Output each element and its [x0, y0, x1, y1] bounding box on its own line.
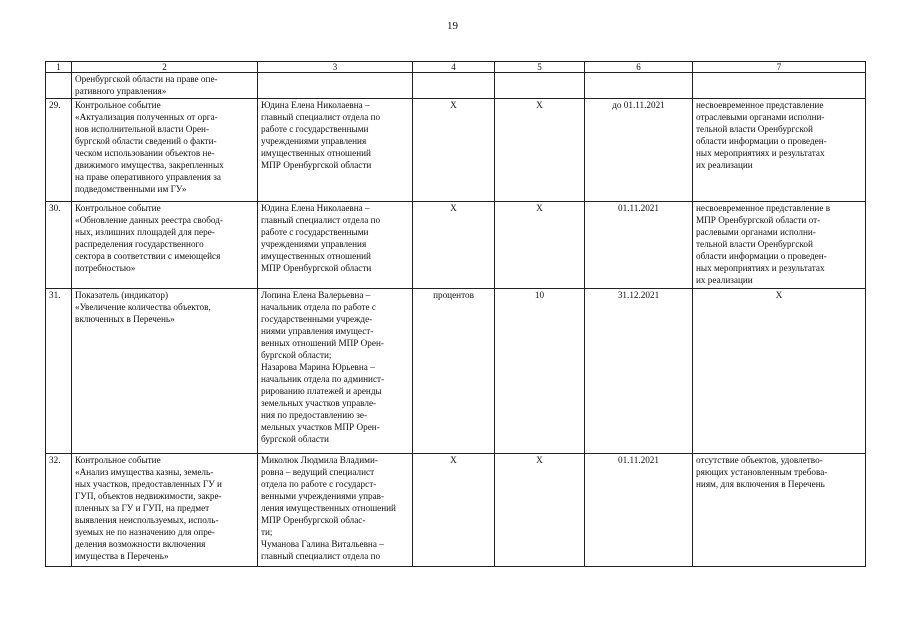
risk-cell: несвоевременное представление в МПР Оренбургской области от- раслевыми органами исполни- тельной власти Оренбургской области информации о проведен- ных мероприятиях и результатах их реализации [693, 202, 866, 289]
date-cell: 01.11.2021 [585, 454, 693, 567]
unit-cell: Х [413, 202, 495, 289]
responsible-cell: Юдина Елена Николаевна – главный специалист отдела по работе с государственными учреждениями управления имущественных отношений МПР Оренбургской области [258, 202, 413, 289]
value-cell: Х [495, 454, 585, 567]
row-number: 32. [46, 454, 72, 567]
column-header: 2 [72, 62, 258, 73]
unit-cell: Х [413, 99, 495, 202]
event-cell: Показатель (индикатор) «Увеличение количества объектов, включенных в Перечень» [72, 289, 258, 454]
responsible-cell: Юдина Елена Николаевна – главный специалист отдела по работе с государственными учреждениями управления имущественных отношений МПР Оренбургской области [258, 99, 413, 202]
table-row [46, 99, 866, 202]
date-cell: 31.12.2021 [585, 289, 693, 454]
column-header: 4 [413, 62, 495, 73]
value-cell [495, 73, 585, 99]
column-header: 1 [46, 62, 72, 73]
responsible-cell: Лопина Елена Валерьевна – начальник отдела по работе с государственными учрежде- ниями управления имущест- венных отношений МПР Орен- бургской области; Назарова Марина Юрьевна – начальник отдела по админист- рированию платежей и аренды земельных участков управле- ния по предоставлению зе- мельных участков МПР Орен- бургской области [258, 289, 413, 454]
column-header: 3 [258, 62, 413, 73]
responsible-cell: Миколюк Людмила Владими- ровна – ведущий специалист отдела по работе с государст- венными учреждениями управ- ления имущественных отношений МПР Оренбургской облас- ти; Чуманова Галина Витальевна – главный специалист отдела по [258, 454, 413, 567]
event-cell: Контрольное событие «Обновление данных реестра свобод- ных, излишних площадей для пере- распределения государственного сектора в соответствии с имеющейся потребностью» [72, 202, 258, 289]
event-cell: Контрольное событие «Актуализация полученных от орга- нов исполнительной власти Орен- бургской области сведений о факти- ческом использовании объектов не- движимого имущества, закрепленных на праве оперативного управления за подведомственными им ГУ» [72, 99, 258, 202]
event-cell: Контрольное событие «Анализ имущества казны, земель- ных участков, предоставленных ГУ и ГУП, объектов недвижимости, закре- пленных за ГУ и ГУП, на предмет выявления неиспользуемых, исполь- зуемых не по назначению для опре- деления возможности включения имущества в Перечень» [72, 454, 258, 567]
row-number [46, 73, 72, 99]
date-cell [585, 73, 693, 99]
table-row [46, 202, 866, 289]
column-number-row [46, 62, 866, 73]
date-cell: 01.11.2021 [585, 202, 693, 289]
unit-cell: Х [413, 454, 495, 567]
plan-table [45, 61, 866, 567]
page-number: 19 [447, 20, 458, 32]
date-cell: до 01.11.2021 [585, 99, 693, 202]
risk-cell: отсутствие объектов, удовлетво- ряющих установленным требова- ниям, для включения в Перечень [693, 454, 866, 567]
risk-cell: Х [693, 289, 866, 454]
risk-cell [693, 73, 866, 99]
responsible-cell [258, 73, 413, 99]
value-cell: Х [495, 202, 585, 289]
event-cell: Оренбургской области на праве опе- ративного управления» [72, 73, 258, 99]
row-number: 31. [46, 289, 72, 454]
risk-cell: несвоевременное представление отраслевыми органами исполни- тельной власти Оренбургской области информации о проведен- ных мероприятиях и результатах их реализации [693, 99, 866, 202]
unit-cell: процентов [413, 289, 495, 454]
row-number: 30. [46, 202, 72, 289]
table-row [46, 289, 866, 454]
value-cell: 10 [495, 289, 585, 454]
column-header: 5 [495, 62, 585, 73]
row-number: 29. [46, 99, 72, 202]
unit-cell [413, 73, 495, 99]
table-row [46, 73, 866, 99]
column-header: 7 [693, 62, 866, 73]
value-cell: Х [495, 99, 585, 202]
column-header: 6 [585, 62, 693, 73]
table-row [46, 454, 866, 567]
